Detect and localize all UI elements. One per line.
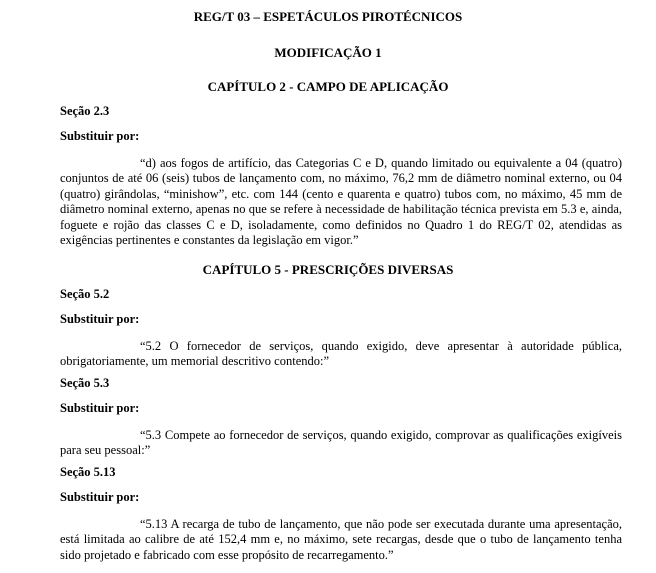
section-5-13-replace-label: Substituir por: xyxy=(60,490,140,504)
section-2-3-label: Seção 2.3 xyxy=(60,104,110,118)
section-5-13-label: Seção 5.13 xyxy=(60,465,116,479)
section-5-3-label: Seção 5.3 xyxy=(60,376,110,390)
section-5-2-replace-label: Substituir por: xyxy=(60,312,140,326)
modification-heading: MODIFICAÇÃO 1 xyxy=(274,45,382,60)
section-5-3-text: “5.3 Compete ao fornecedor de serviços, quando exigido, comprovar as qualificações exigíveis para seu pessoal:” xyxy=(60,428,622,458)
section-5-3-replace-label: Substituir por: xyxy=(60,401,140,415)
section-5-13-text: “5.13 A recarga de tubo de lançamento, que não pode ser executada durante uma apresentação, está limitada ao calibre de até 152,4 mm e, no máximo, sete recargas, desde que o tubo de lançamento tenha sido projetado e fabricado com esse propósito de recarregamento.” xyxy=(60,517,622,562)
section-5-2-label: Seção 5.2 xyxy=(60,287,110,301)
chapter-5-heading: CAPÍTULO 5 - PRESCRIÇÕES DIVERSAS xyxy=(202,262,454,277)
section-2-3-text: “d) aos fogos de artifício, das Categorias C e D, quando limitado ou equivalente a 04 (quatro) conjuntos de até 06 (seis) tubos de lançamento com, no máximo, 76,2 mm de diâmetro nominal externo, ou 04 (quatro) girândolas, “minishow”, etc. com 144 (cento e quarenta e quatro) tubos com, no máximo, 45 mm de diâmetro nominal externo, apenas no que se refere à necessidade de habilitação técnica prevista em 5.3 e, ainda, foguete e rojão das classes C e D, isoladamente, como definidos no Quadro 1 do REG/T 02, atendidas as exigências pertinentes e constantes da legislação em vigor.” xyxy=(60,156,622,248)
document-title: REG/T 03 – ESPETÁCULOS PIROTÉCNICOS xyxy=(193,9,463,24)
chapter-2-heading: CAPÍTULO 2 - CAMPO DE APLICAÇÃO xyxy=(207,79,449,94)
section-2-3-replace-label: Substituir por: xyxy=(60,129,140,143)
section-5-2-text: “5.2 O fornecedor de serviços, quando exigido, deve apresentar à autoridade pública, obrigatoriamente, um memorial descritivo contendo:” xyxy=(60,339,622,369)
